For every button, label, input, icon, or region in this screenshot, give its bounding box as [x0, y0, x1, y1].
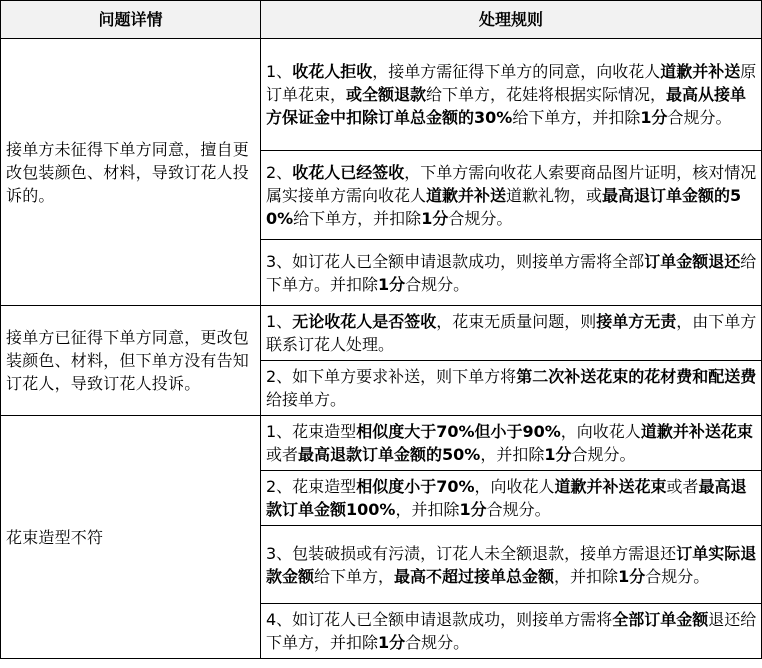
rule-cell [261, 416, 762, 471]
rule-cell [261, 471, 762, 526]
rule-text: ，接单方需征得下单方的同意，向收花人 [372, 62, 661, 81]
rule-text: 2、花束造型 [266, 477, 357, 496]
rule-text: ，并扣除 [480, 445, 545, 464]
rule-emphasis: 收花人已经签收 [292, 162, 405, 182]
rule-cell [261, 240, 762, 306]
rule-emphasis: 无论收花人是否签收 [292, 312, 437, 331]
rule-text: 合规分。 [405, 274, 470, 294]
rule-cell [261, 361, 762, 416]
rule-cell [261, 151, 762, 240]
rule-text: 合规分。 [571, 445, 636, 464]
rule-text: 1、花束造型 [266, 422, 357, 441]
rule-emphasis: 道歉并补送 [426, 185, 507, 205]
rule-emphasis: 1分 [378, 633, 406, 652]
rule-emphasis: 最高从接单方保证金中扣除订单总金额的30% [266, 85, 747, 127]
rule-text: 或者 [666, 477, 699, 496]
issue-unauthorized-packaging-change: 接单方未征得下单方同意，擅自更改包装颜色、材料，导致订花人投诉的。 [1, 39, 261, 306]
rule-emphasis: 1分 [640, 108, 668, 127]
rule-text: 2、如下单方要求补送，则下单方将 [266, 367, 517, 386]
rule-emphasis: 全部订单金额 [612, 610, 709, 629]
rule-emphasis: 最高退订单金额的50% [266, 185, 742, 228]
rule-text: 给下单方，并扣除 [512, 108, 641, 127]
rule-emphasis: 最高退款订单金额100% [266, 477, 747, 519]
rule-emphasis: 1分 [544, 445, 572, 464]
rule-text: 给接单方。 [266, 390, 347, 409]
rule-emphasis: 订单实际退款金额 [266, 543, 757, 586]
rule-cell [261, 306, 762, 361]
table-header-row [1, 1, 762, 39]
rule-emphasis: 相似度小于70% [356, 477, 475, 496]
rule-text: 给下单方，并扣除 [293, 208, 422, 228]
rule-text: 道歉礼物，或 [506, 185, 603, 205]
rule-text: 原订单花束， [266, 62, 757, 104]
rule-emphasis: 第二次补送花束的花材费和配送费 [516, 367, 757, 386]
rule-text: 合规分。 [448, 208, 513, 228]
rule-text: 给下单方， [314, 566, 395, 586]
rule-emphasis: 最高不超过接单总金额 [394, 566, 555, 586]
rule-text: 给下单方，花娃将根据实际情况， [426, 85, 667, 104]
rule-text: 1、 [266, 312, 293, 331]
rule-emphasis: 1分 [459, 500, 487, 519]
rule-text: ，并扣除 [554, 566, 619, 586]
rule-text: 合规分。 [667, 108, 732, 127]
rule-text: ，向收花人 [560, 422, 641, 441]
rule-text: 合规分。 [405, 633, 470, 652]
rule-emphasis: 1分 [378, 274, 406, 294]
rule-text: ，向收花人 [474, 477, 555, 496]
issue-authorized-change-not-notified: 接单方已征得下单方同意，更改包装颜色、材料，但下单方没有告知订花人，导致订花人投诉。 [1, 306, 261, 416]
rule-emphasis: 收花人拒收 [292, 62, 373, 81]
rule-text: 或者 [266, 445, 299, 464]
table-row [1, 306, 762, 361]
rule-text: 给下单方。并扣除 [266, 251, 757, 294]
rule-text: 1、 [266, 62, 293, 81]
rule-emphasis: 最高退款订单金额的50% [298, 445, 481, 464]
rule-text: 退还给下单方，并扣除 [266, 610, 757, 652]
header-issue-details: 问题详情 [1, 1, 261, 39]
rule-emphasis: 相似度大于70%但小于90% [356, 422, 561, 441]
rule-text: 3、包装破损或有污渍，订花人未全额退款，接单方需退还 [266, 543, 677, 563]
rule-text: 4、如订花人已全额申请退款成功，则接单方需将 [266, 610, 613, 629]
rule-text: ，由下单方联系订花人处理。 [266, 312, 757, 354]
rule-emphasis: 接单方无责 [596, 312, 677, 331]
rule-emphasis: 1分 [421, 208, 449, 228]
rule-text: ，花束无质量问题，则 [436, 312, 597, 331]
rule-emphasis: 道歉并补送 [660, 62, 741, 81]
header-handling-rules: 处理规则 [261, 1, 762, 39]
rule-text: 2、 [266, 162, 293, 182]
rule-cell [261, 39, 762, 151]
rule-emphasis: 1分 [618, 566, 646, 586]
rule-emphasis: 订单金额退还 [644, 251, 741, 271]
rule-emphasis: 道歉并补送花束 [640, 422, 753, 441]
rule-cell [261, 604, 762, 659]
table-row [1, 39, 762, 151]
rule-text: ，下单方需向收花人索要商品图片证明，核对情况属实接单方需向收花人 [266, 162, 757, 205]
rule-text: 合规分。 [486, 500, 551, 519]
rule-text: ，并扣除 [395, 500, 460, 519]
rule-text: 合规分。 [645, 566, 710, 586]
rule-text: 3、如订花人已全额申请退款成功，则接单方需将全部 [266, 251, 645, 271]
table-row [1, 416, 762, 471]
rule-emphasis: 道歉并补送花束 [554, 477, 667, 496]
rule-emphasis: 或全额退款 [346, 85, 427, 104]
rule-cell [261, 526, 762, 604]
issue-bouquet-style-mismatch: 花束造型不符 [1, 416, 261, 659]
